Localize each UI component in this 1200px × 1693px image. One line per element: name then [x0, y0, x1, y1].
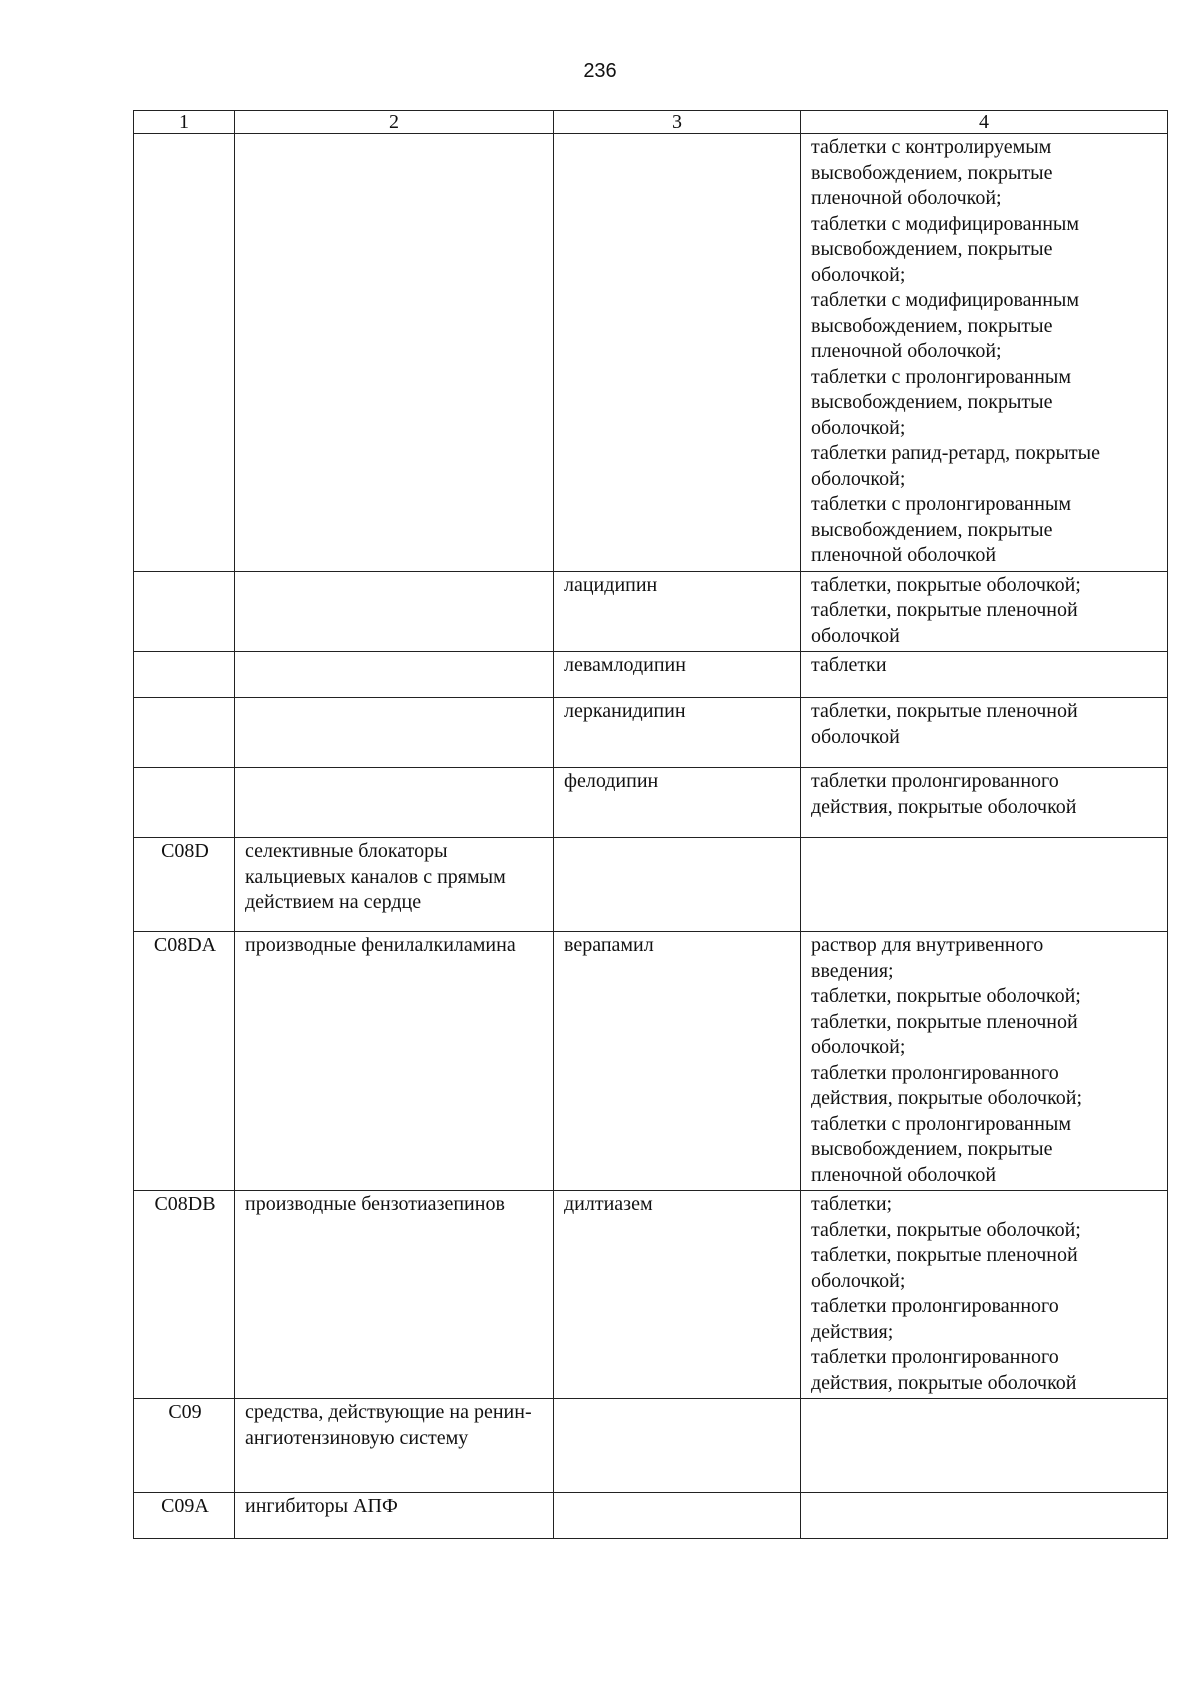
drug-name-cell — [554, 134, 801, 572]
atc-code-cell — [134, 652, 235, 698]
dosage-form-line: раствор для внутривенного — [811, 934, 1044, 956]
table-row — [134, 838, 1168, 932]
dosage-form-line: высвобождением, покрытые — [811, 1138, 1053, 1160]
dosage-forms-cell — [801, 1191, 1168, 1399]
group-name-cell: производные бензотиазепинов — [235, 1191, 554, 1399]
dosage-form-line: введения; — [811, 959, 894, 982]
dosage-form-line: пленочной оболочкой; — [811, 340, 1002, 362]
dosage-form-line: оболочкой — [811, 624, 900, 647]
dosage-form-line: таблетки пролонгированного — [811, 770, 1059, 792]
dosage-forms-cell — [801, 932, 1168, 1191]
dosage-form-line: таблетки — [811, 654, 887, 676]
dosage-form-line: таблетки, покрытые оболочкой; — [811, 985, 1081, 1007]
dosage-forms-cell — [801, 652, 1168, 698]
dosage-form-line: таблетки, покрытые оболочкой; — [811, 573, 1081, 596]
drug-name-cell — [554, 838, 801, 932]
drug-name-cell — [554, 1493, 801, 1539]
group-name-cell — [235, 698, 554, 768]
drug-name-cell: лерканидипин — [554, 698, 801, 768]
dosage-form-line: таблетки пролонгированного — [811, 1346, 1059, 1368]
group-name-cell: средства, действующие на ренин-ангиотензиновую систему — [235, 1399, 554, 1493]
dosage-form-line: оболочкой; — [811, 416, 906, 439]
dosage-form-line: таблетки пролонгированного — [811, 1295, 1059, 1317]
dosage-form-line: таблетки с пролонгированным — [811, 493, 1072, 515]
atc-code-cell: C08D — [134, 838, 235, 932]
dosage-form-line: высвобождением, покрытые — [811, 238, 1053, 260]
atc-code-cell: C09 — [134, 1399, 235, 1493]
dosage-form-line: высвобождением, покрытые — [811, 161, 1053, 184]
dosage-form-line: пленочной оболочкой — [811, 544, 997, 566]
drug-name-cell: дилтиазем — [554, 1191, 801, 1399]
group-name-cell: производные фенилалкиламина — [235, 932, 554, 1191]
table-row — [134, 768, 1168, 838]
dosage-form-line: действия; — [811, 1320, 894, 1343]
dosage-forms-cell — [801, 768, 1168, 838]
drug-name-cell: лацидипин — [554, 571, 801, 652]
dosage-form-line: действия, покрытые оболочкой — [811, 1371, 1077, 1394]
dosage-form-line: оболочкой; — [811, 263, 906, 286]
drug-name-cell — [554, 1399, 801, 1493]
dosage-form-line: высвобождением, покрытые — [811, 518, 1053, 541]
dosage-form-line: оболочкой; — [811, 1036, 906, 1058]
dosage-form-line: таблетки, покрытые пленочной — [811, 599, 1078, 621]
page-number: 236 — [583, 60, 617, 82]
atc-code-cell: C08DA — [134, 932, 235, 1191]
atc-code-cell: C09A — [134, 1493, 235, 1539]
dosage-form-line: таблетки с пролонгированным — [811, 365, 1072, 388]
dosage-form-line: оболочкой — [811, 725, 900, 748]
drug-name-cell: фелодипин — [554, 768, 801, 838]
dosage-form-line: оболочкой; — [811, 1269, 906, 1292]
dosage-form-line: оболочкой; — [811, 467, 906, 490]
dosage-form-line: таблетки с пролонгированным — [811, 1112, 1072, 1135]
dosage-forms-cell — [801, 838, 1168, 932]
dosage-form-line: пленочной оболочкой; — [811, 187, 1002, 209]
column-header: 2 — [235, 111, 554, 134]
group-name-cell: селективные блокаторы кальциевых каналов с прямым действием на сердце — [235, 838, 554, 932]
dosage-forms-cell — [801, 571, 1168, 652]
table-row — [134, 652, 1168, 698]
atc-code-cell — [134, 571, 235, 652]
dosage-form-line: пленочной оболочкой — [811, 1163, 997, 1186]
group-name-cell — [235, 652, 554, 698]
column-header: 3 — [554, 111, 801, 134]
dosage-form-line: таблетки, покрытые оболочкой; — [811, 1218, 1081, 1241]
dosage-forms-cell — [801, 1493, 1168, 1539]
dosage-form-line: действия, покрытые оболочкой; — [811, 1087, 1083, 1109]
dosage-form-line: таблетки, покрытые пленочной — [811, 1244, 1078, 1266]
drug-table — [133, 110, 1168, 1539]
dosage-form-line: высвобождением, покрытые — [811, 391, 1053, 413]
table-row — [134, 932, 1168, 1191]
dosage-form-line: таблетки, покрытые пленочной — [811, 700, 1078, 722]
dosage-form-line: таблетки с модифицированным — [811, 289, 1080, 311]
table-body — [134, 134, 1168, 1539]
column-header: 1 — [134, 111, 235, 134]
dosage-form-line: таблетки пролонгированного — [811, 1061, 1059, 1084]
dosage-form-line: таблетки с модифицированным — [811, 212, 1080, 235]
dosage-form-line: таблетки; — [811, 1193, 893, 1215]
dosage-form-line: таблетки, покрытые пленочной — [811, 1010, 1078, 1033]
table-row — [134, 698, 1168, 768]
dosage-forms-cell — [801, 1399, 1168, 1493]
group-name-cell — [235, 571, 554, 652]
drug-name-cell: левамлодипин — [554, 652, 801, 698]
dosage-form-line: таблетки рапид-ретард, покрытые — [811, 442, 1100, 464]
atc-code-cell — [134, 768, 235, 838]
column-header: 4 — [801, 111, 1168, 134]
table-row — [134, 134, 1168, 572]
drug-name-cell: верапамил — [554, 932, 801, 1191]
dosage-form-line: таблетки с контролируемым — [811, 136, 1052, 158]
dosage-form-line: высвобождением, покрытые — [811, 314, 1053, 337]
atc-code-cell — [134, 698, 235, 768]
table-header-row — [134, 111, 1168, 134]
group-name-cell — [235, 768, 554, 838]
atc-code-cell — [134, 134, 235, 572]
dosage-form-line: действия, покрытые оболочкой — [811, 795, 1077, 818]
table-row — [134, 1399, 1168, 1493]
dosage-forms-cell — [801, 698, 1168, 768]
table-row — [134, 1493, 1168, 1539]
dosage-forms-cell — [801, 134, 1168, 572]
group-name-cell: ингибиторы АПФ — [235, 1493, 554, 1539]
table-row — [134, 571, 1168, 652]
group-name-cell — [235, 134, 554, 572]
atc-code-cell: C08DB — [134, 1191, 235, 1399]
table-row — [134, 1191, 1168, 1399]
